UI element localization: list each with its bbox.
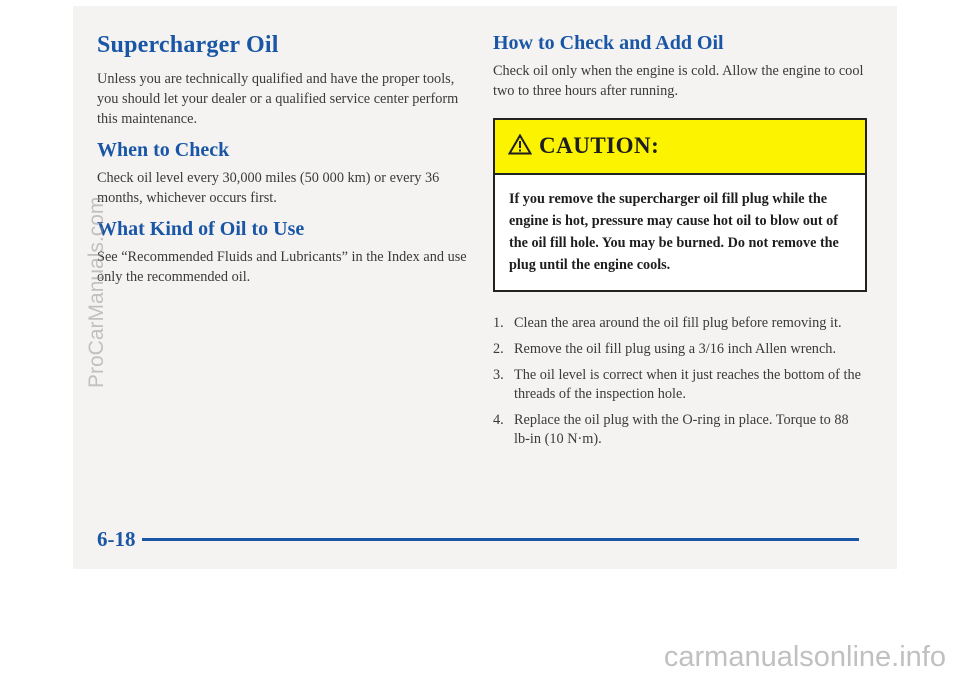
caution-box <box>493 118 867 292</box>
left-column <box>97 32 467 287</box>
footer-rule <box>142 538 859 541</box>
list-item <box>493 366 868 404</box>
bottom-watermark: carmanualsonline.info <box>663 641 946 673</box>
oil-kind-section <box>97 218 467 287</box>
check-add-oil-heading: How to Check and Add Oil <box>493 32 724 54</box>
warning-triangle-icon <box>508 134 532 160</box>
when-to-check-text: Check oil level every 30,000 miles (50 000 km) or every 36 months, whichever occurs first. <box>97 170 440 206</box>
caution-header <box>495 120 865 175</box>
oil-kind-text: See “Recommended Fluids and Lubricants” in the Index and use only the recommended oil. <box>97 249 467 285</box>
step-number: 3. <box>493 367 504 383</box>
page-title: Supercharger Oil <box>97 32 279 58</box>
steps-list <box>493 314 868 449</box>
list-item <box>493 340 868 359</box>
step-text: The oil level is correct when it just reaches the bottom of the threads of the inspection hole. <box>514 367 861 402</box>
step-number: 4. <box>493 412 504 428</box>
oil-kind-heading: What Kind of Oil to Use <box>97 218 305 240</box>
caution-label: CAUTION: <box>539 133 660 158</box>
step-text: Replace the oil plug with the O-ring in place. Torque to 88 lb-in (10 N·m). <box>514 412 849 447</box>
step-number: 1. <box>493 315 504 331</box>
right-column <box>493 32 868 456</box>
caution-text: If you remove the supercharger oil fill plug while the engine is hot, pressure may cause hot oil to blow out of the oil fill hole. You may be burned. Do not remove the plug until the engine cools. <box>509 191 839 273</box>
list-item <box>493 411 868 449</box>
when-to-check-section <box>97 139 467 208</box>
side-watermark: ProCarManuals.com <box>85 196 108 388</box>
step-text: Clean the area around the oil fill plug before removing it. <box>514 315 842 331</box>
step-number: 2. <box>493 341 504 357</box>
intro-paragraph: Unless you are technically qualified and have the proper tools, you should let your dealer or a qualified service center perform this maintenance. <box>97 71 459 127</box>
check-add-oil-intro: Check oil only when the engine is cold. Allow the engine to cool two to three hours after running. <box>493 63 864 99</box>
list-item <box>493 314 868 333</box>
page-number: 6-18 <box>97 527 136 551</box>
when-to-check-heading: When to Check <box>97 139 230 161</box>
step-text: Remove the oil fill plug using a 3/16 inch Allen wrench. <box>514 341 837 357</box>
